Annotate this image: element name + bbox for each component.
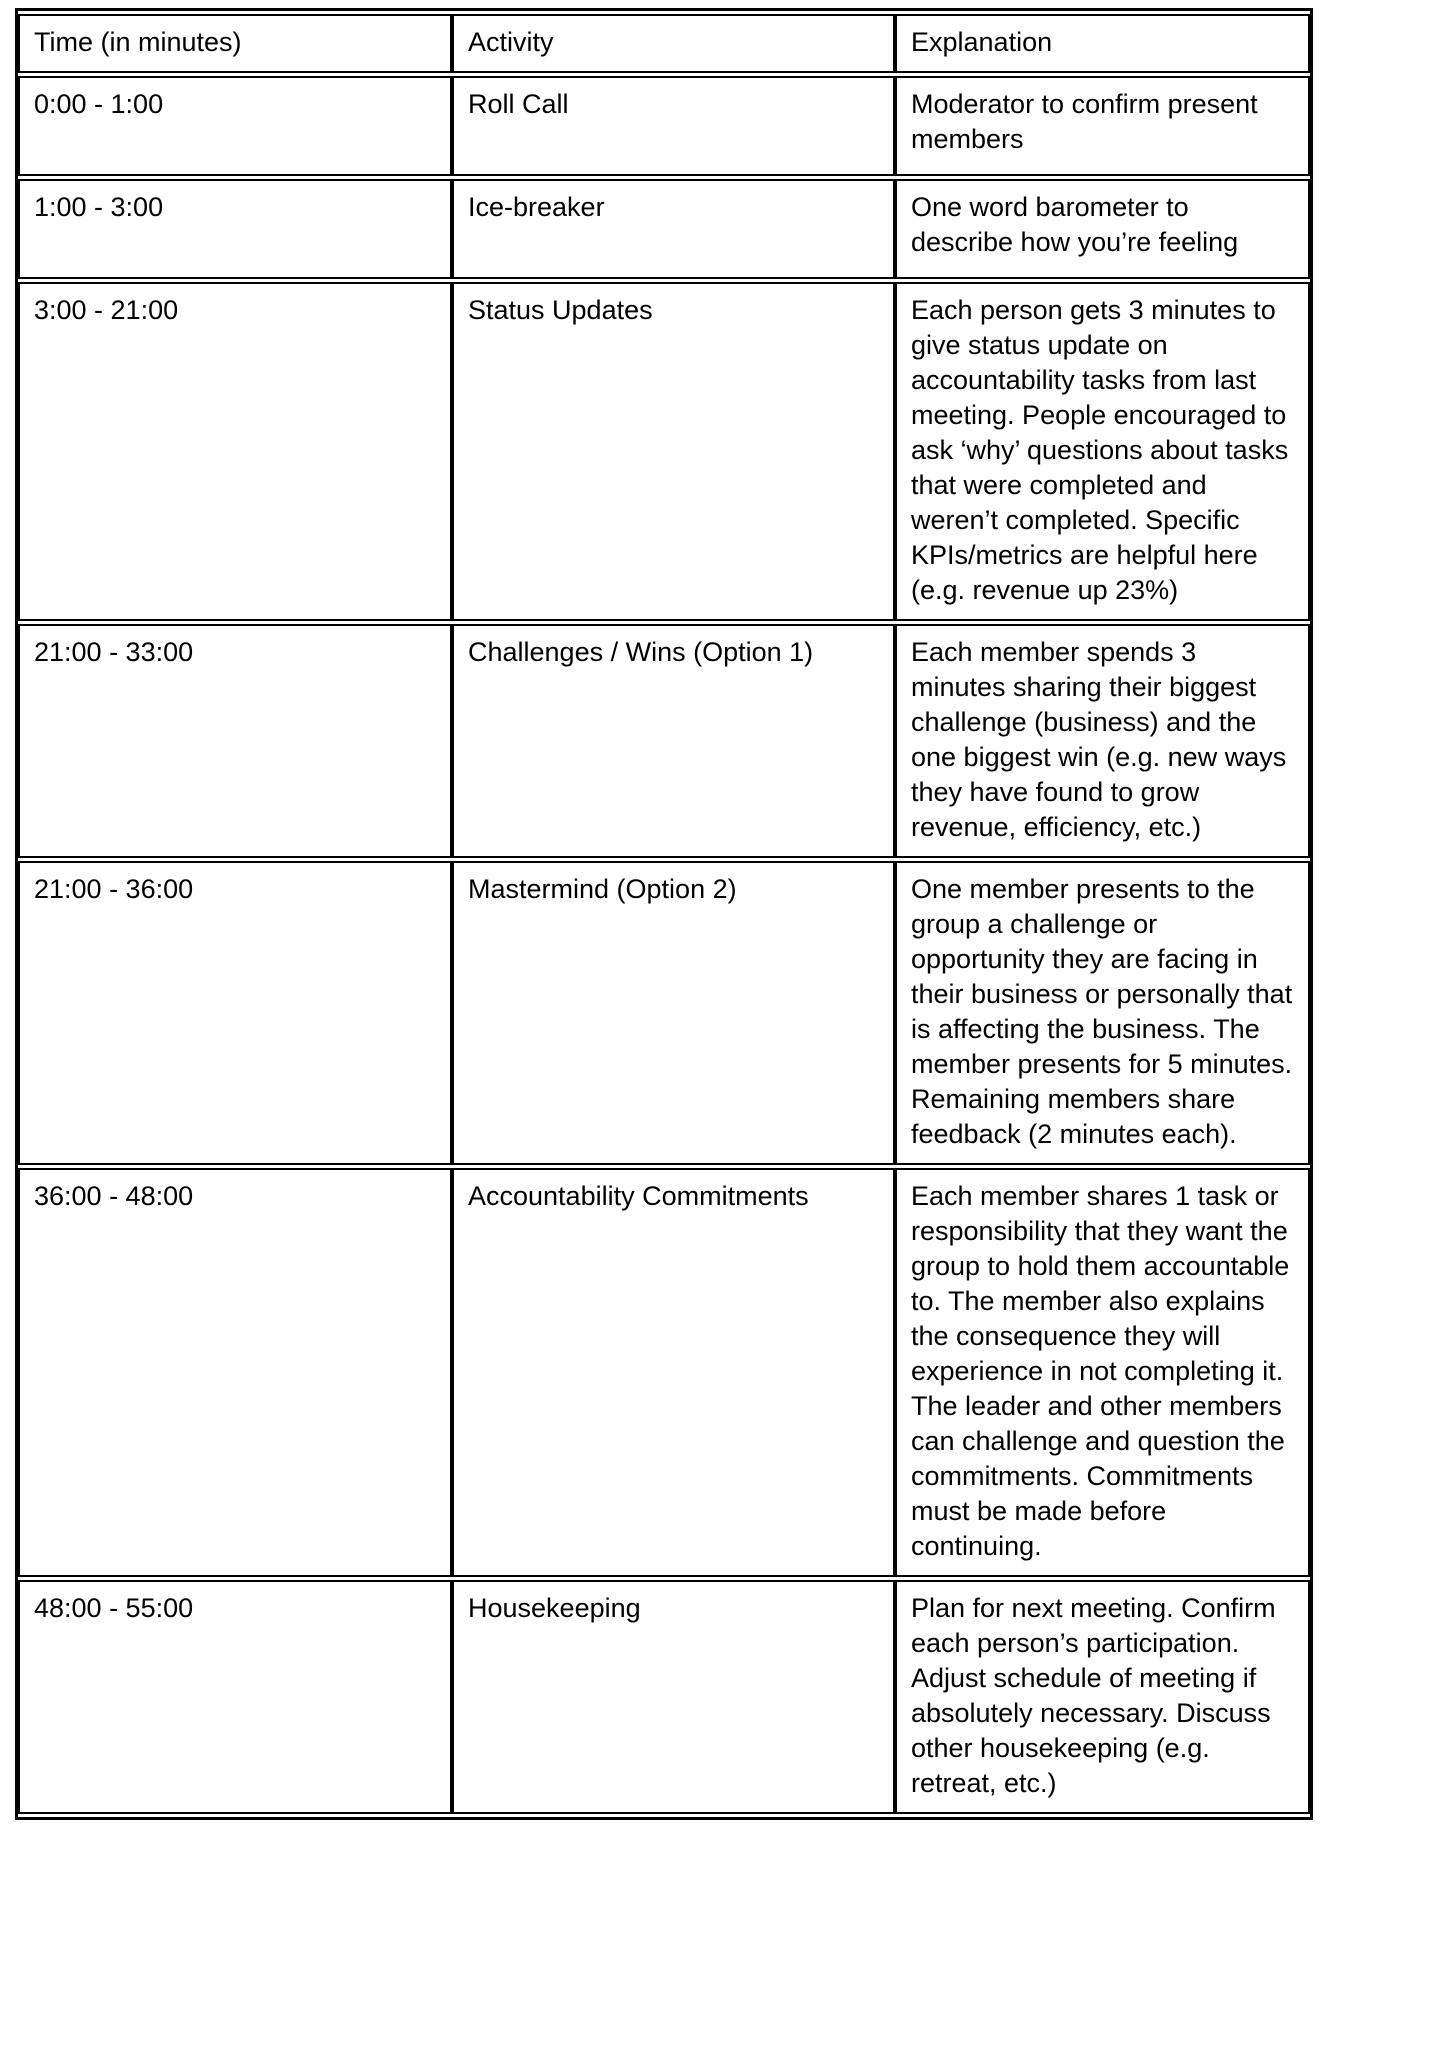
column-header-activity: Activity: [452, 14, 895, 73]
table-row: [18, 1168, 1310, 1577]
time-cell: 3:00 - 21:00: [18, 282, 452, 621]
explanation-cell: Each person gets 3 minutes to give status update on accountability tasks from last meeting. People encouraged to ask ‘why’ questions about tasks that were completed and weren’t completed. Specific KPIs/metrics are helpful here (e.g. revenue up 23%): [895, 282, 1310, 621]
activity-cell: Housekeeping: [452, 1580, 895, 1814]
table-row: [18, 861, 1310, 1165]
explanation-cell: Moderator to confirm present members: [895, 76, 1310, 176]
table-row: [18, 179, 1310, 279]
column-header-explanation: Explanation: [895, 14, 1310, 73]
activity-cell: Mastermind (Option 2): [452, 861, 895, 1165]
table-row: [18, 1580, 1310, 1814]
activity-cell: Roll Call: [452, 76, 895, 176]
column-header-time: Time (in minutes): [18, 14, 452, 73]
table-row: [18, 282, 1310, 621]
time-cell: 0:00 - 1:00: [18, 76, 452, 176]
table-row: [18, 76, 1310, 176]
time-cell: 1:00 - 3:00: [18, 179, 452, 279]
activity-cell: Status Updates: [452, 282, 895, 621]
meeting-agenda-table: [15, 8, 1313, 1820]
explanation-cell: One member presents to the group a challenge or opportunity they are facing in their business or personally that is affecting the business. The member presents for 5 minutes. Remaining members share feedback (2 minutes each).: [895, 861, 1310, 1165]
time-cell: 36:00 - 48:00: [18, 1168, 452, 1577]
activity-cell: Accountability Commitments: [452, 1168, 895, 1577]
activity-cell: Ice-breaker: [452, 179, 895, 279]
explanation-cell: Plan for next meeting. Confirm each person’s participation. Adjust schedule of meeting if absolutely necessary. Discuss other housekeeping (e.g. retreat, etc.): [895, 1580, 1310, 1814]
table-header-row: [18, 14, 1310, 73]
explanation-cell: Each member spends 3 minutes sharing their biggest challenge (business) and the one biggest win (e.g. new ways they have found to grow revenue, efficiency, etc.): [895, 624, 1310, 858]
activity-cell: Challenges / Wins (Option 1): [452, 624, 895, 858]
time-cell: 21:00 - 36:00: [18, 861, 452, 1165]
explanation-cell: Each member shares 1 task or responsibility that they want the group to hold them accountable to. The member also explains the consequence they will experience in not completing it. The leader and other members can challenge and question the commitments. Commitments must be made before continuing.: [895, 1168, 1310, 1577]
time-cell: 48:00 - 55:00: [18, 1580, 452, 1814]
table-row: [18, 624, 1310, 858]
time-cell: 21:00 - 33:00: [18, 624, 452, 858]
explanation-cell: One word barometer to describe how you’re feeling: [895, 179, 1310, 279]
